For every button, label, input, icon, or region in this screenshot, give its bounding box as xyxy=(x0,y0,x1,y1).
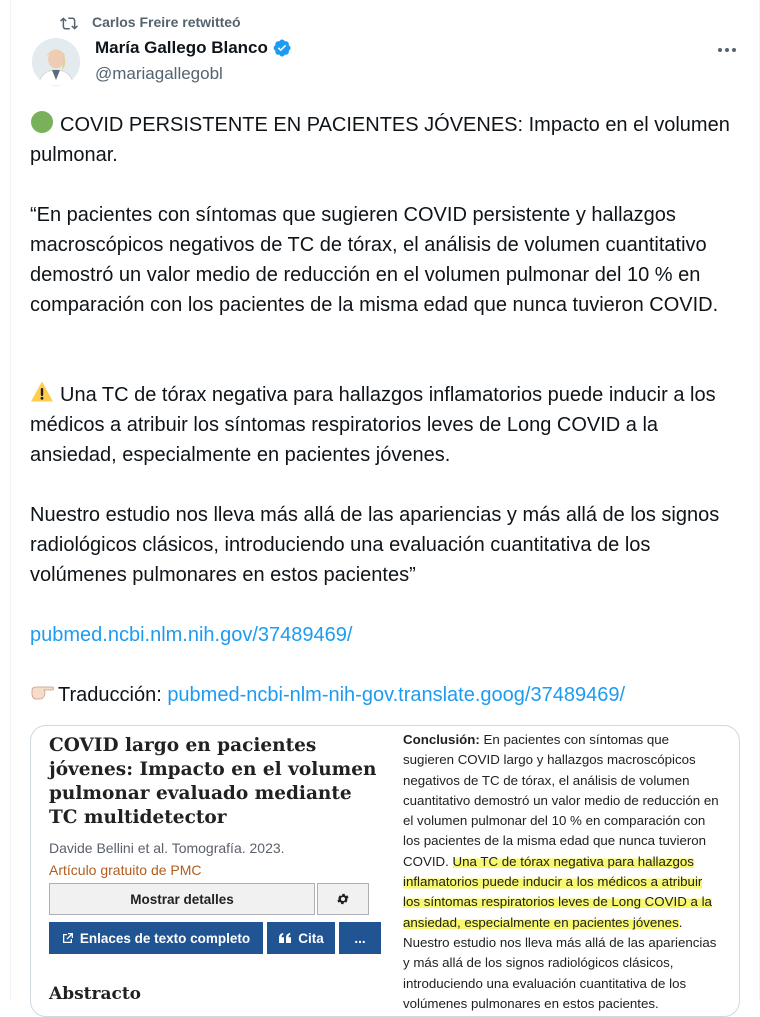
tweet-paragraph-warning xyxy=(30,380,750,470)
tweet-paragraph-quote: “En pacientes con síntomas que sugieren COVID persistente y hallazgos macroscópicos negativos de TC de tórax, el análisis de volumen cuantitativo demostró un valor medio de reducción en el volumen pulmonar del 10 % en comparación con los pacientes de la misma edad que nunca tuvieron COVID. xyxy=(30,204,719,316)
tweet-paragraph-title xyxy=(30,110,750,170)
more-icon[interactable] xyxy=(714,40,740,60)
article-info xyxy=(49,734,379,878)
details-row xyxy=(49,883,371,915)
author-name[interactable]: María Gallego Blanco xyxy=(95,38,268,57)
gear-icon xyxy=(336,892,350,906)
article-title: COVID largo en pacientes jóvenes: Impacto en el volumen pulmonar evaluado mediante TC multidetector xyxy=(49,735,377,828)
full-text-links-button[interactable] xyxy=(49,922,263,954)
author-name-line xyxy=(95,38,292,58)
show-details-button[interactable]: Mostrar detalles xyxy=(49,883,315,915)
verified-badge-icon[interactable] xyxy=(272,38,292,58)
tweet-paragraph-translation xyxy=(30,680,750,710)
action-row xyxy=(49,922,385,954)
cite-label: Cita xyxy=(298,930,324,946)
tweet-headline: COVID PERSISTENTE EN PACIENTES JÓVENES: Impacto en el volumen pulmonar. xyxy=(30,114,730,166)
retweet-text: Carlos Freire retwitteó xyxy=(92,14,241,30)
article-image-card[interactable] xyxy=(30,725,740,1017)
conclusion-body: En pacientes con síntomas que sugieren COVID largo y hallazgos macroscópicos negativos de TC de tórax, el análisis de volumen cuantitativo demostró un valor medio de reducción en el volumen pulmonar del 10 % en comparación con los pacientes de la misma edad que nunca tuvieron COVID. xyxy=(403,732,719,869)
more-actions-button[interactable]: ... xyxy=(339,922,381,954)
avatar[interactable] xyxy=(32,38,80,86)
cite-button[interactable] xyxy=(267,922,335,954)
pointing-hand-icon xyxy=(30,682,56,704)
settings-button[interactable] xyxy=(317,883,369,915)
tweet-paragraph-study: Nuestro estudio nos lleva más allá de las apariencias y más allá de los signos radiológicos clásicos, introduciendo una evaluación cuantitativa de los volúmenes pulmonares en estos pacientes” xyxy=(30,504,720,586)
quote-icon xyxy=(278,932,292,944)
warning-icon xyxy=(30,380,54,404)
tweet-paragraph-link xyxy=(30,620,750,650)
external-link-icon xyxy=(62,932,74,944)
green-circle-icon xyxy=(30,110,54,134)
conclusion-label: Conclusión: xyxy=(403,732,480,747)
conclusion-text xyxy=(403,730,723,1014)
article-authors: Davide Bellini et al. Tomografía. 2023. xyxy=(49,840,285,856)
author-handle[interactable]: @mariagallegobl xyxy=(95,64,223,83)
pubmed-link[interactable]: pubmed.ncbi.nlm.nih.gov/37489469/ xyxy=(30,624,353,646)
highlighted-passage: Una TC de tórax negativa para hallazgos inflamatorios puede inducir a los médicos a atribuir los síntomas respiratorios leves de Long COVID a la ansiedad, especialmente en pacientes jóvenes xyxy=(403,853,712,930)
translation-label: Traducción: xyxy=(58,684,162,706)
full-text-links-label: Enlaces de texto completo xyxy=(79,930,251,946)
conclusion-continuation: . Nuestro estudio nos lleva más allá de las apariencias y más allá de los signos radiológicos clásicos, introduciendo una evaluación cuantitativa de los volúmenes pulmonares en estos pacientes. xyxy=(403,914,717,1011)
warning-text: Una TC de tórax negativa para hallazgos inflamatorios puede inducir a los médicos a atribuir los síntomas respiratorios leves de Long COVID a la ansiedad, especialmente en pacientes jóvenes. xyxy=(30,384,716,466)
abstract-heading: Abstracto xyxy=(49,984,142,1004)
retweet-icon xyxy=(60,14,78,30)
free-article-label: Artículo gratuito de PMC xyxy=(49,862,202,878)
retweet-context[interactable] xyxy=(60,12,241,32)
translation-link[interactable]: pubmed-ncbi-nlm-nih-gov.translate.goog/37489469/ xyxy=(167,684,626,706)
